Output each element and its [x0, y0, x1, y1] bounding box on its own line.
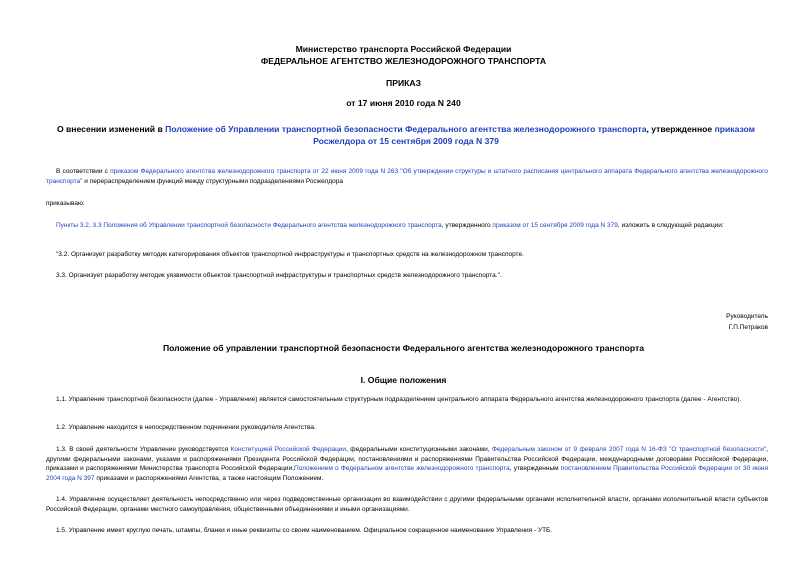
constitution-link[interactable]: Конституцией Российской Федерации [230, 446, 347, 453]
intro-paragraph [46, 167, 768, 186]
order-title [46, 123, 766, 147]
clause-3-2: "3.2. Организует разработку методик категорирования объектов транспортной инфраструктуры и транспортных средств на железнодорожном транспорте. [56, 251, 524, 258]
p13-text-2: , другими федеральными законами, указами и распоряжениями Президента Российской Федерации, постановлениями и распоряжениями Правительства Российской Федерации, международными договорами Российской Федерации, приказами и распоряжениями Министерства транспорта Российской Федерации, [46, 446, 768, 472]
doc-type-heading: ПРИКАЗ [386, 78, 421, 88]
paragraph-1-1: 1.1. Управление транспортной безопасности (далее - Управление) является самостоятельным структурным подразделением центрального аппарата Федерального агентства железнодорожного транспорта (далее - Агентство). [56, 396, 742, 403]
title-prefix: О внесении изменений в [56, 124, 166, 134]
order-word: приказываю: [46, 200, 85, 207]
title-middle: , утвержденное [646, 124, 715, 134]
paragraph-1-4: 1.4. Управление осуществляет деятельность непосредственно или через подведомственные организации во взаимодействии с другими федеральными органами исполнительной власти, органами исполнительной власти субъектов Российской Федерации, органами местного самоуправления, общественными объединениями и иными организациями. [46, 496, 768, 513]
clauses-link[interactable]: Пункты 3.2, 3.3 Положения об Управлении транспортной безопасности Федерального агентства железнодорожного транспорта [56, 222, 442, 229]
signature-name: Г.П.Петраков [728, 324, 768, 331]
p13-text-1: , федеральными конституционными законами, [346, 446, 492, 453]
change-suffix: , изложить в следующей редакции: [617, 222, 724, 229]
order-379-link[interactable]: приказом Росжелдора от 15 сентября 2009 года N 379 [313, 124, 756, 146]
paragraph-1-3 [46, 445, 768, 483]
p13-text-4: приказами и распоряжениями Агентства, а также настоящим Положением. [94, 474, 324, 482]
paragraph-1-5: 1.5. Управление имеет круглую печать, штампы, бланки и иные реквизиты со своим наименованием. Официальное сокращенное наименование Управления - УТБ. [56, 527, 553, 534]
government-decree-397-link[interactable]: постановлением Правительства Российской Федерации от 30 июня 2004 года N 397 [46, 465, 768, 482]
p13-text-3: , утвержденным [509, 465, 561, 472]
order-date: от 17 июня 2010 года N 240 [346, 98, 461, 108]
agency-heading: ФЕДЕРАЛЬНОЕ АГЕНТСТВО ЖЕЛЕЗНОДОРОЖНОГО ТРАНСПОРТА [260, 56, 547, 66]
federal-law-16fz-link[interactable]: Федеральным законом от 9 февраля 2007 года N 16-ФЗ "О транспортной безопасности" [492, 446, 767, 453]
p13-prefix: 1.3. В своей деятельности Управление руководствуется [56, 446, 231, 453]
regulation-link[interactable]: Положение об Управлении транспортной безопасности Федерального агентства железнодорожного транспорта [165, 124, 647, 134]
ministry-heading: Министерство транспорта Российской Федерации [295, 44, 512, 54]
order-379-short-link[interactable]: приказом от 15 сентября 2009 года N 379 [492, 222, 618, 229]
intro-prefix: В соответствии с [56, 168, 111, 175]
change-paragraph [46, 221, 768, 231]
intro-suffix: и перераспределением функций между структурными подразделениями Росжелдора [82, 177, 343, 185]
clause-3-3: 3.3. Организует разработку методик уязвимости объектов транспортной инфраструктуры и транспортных средств железнодорожного транспорта.". [56, 272, 502, 279]
regulation-title: Положение об управлении транспортной безопасности Федерального агентства железнодорожного транспорта [162, 343, 645, 353]
signature-position: Руководитель [726, 313, 768, 320]
change-middle: , утвержденного [441, 222, 493, 229]
paragraph-1-2: 1.2. Управление находится в непосредственном подчинении руководителя Агентства. [56, 424, 316, 431]
section-1-heading: I. Общие положения [360, 375, 447, 385]
agency-regulation-link[interactable]: Положением о Федеральном агентстве железнодорожного транспорта [294, 465, 510, 472]
order-263-link[interactable]: приказом Федерального агентства железнодорожного транспорта от 22 июня 2009 года N 263 "Об утверждении структуры и штатного расписания центрального аппарата Федерального агентства железнодорожного транспорта" [46, 168, 768, 185]
